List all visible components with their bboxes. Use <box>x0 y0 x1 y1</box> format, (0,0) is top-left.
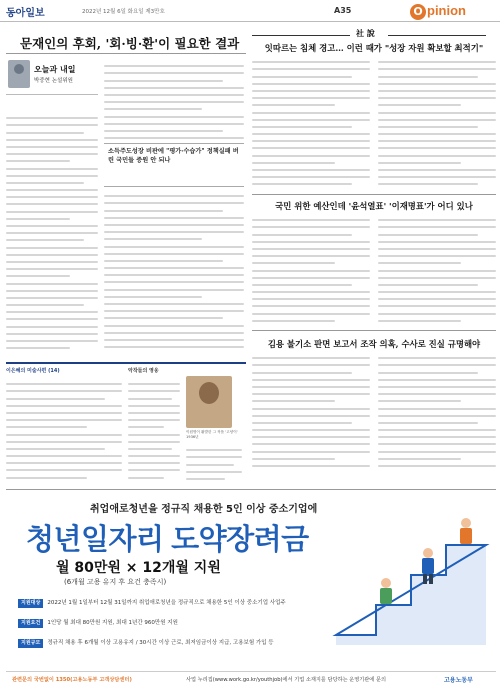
column-article <box>6 26 246 358</box>
editorial-body-2 <box>252 214 496 326</box>
author-name: 박중현 논설위원 <box>34 78 73 84</box>
article-body-column <box>6 378 122 482</box>
newspaper-logo: 동아일보 <box>6 8 45 19</box>
ad-info-row <box>18 619 338 628</box>
info-label: 지원대상 <box>18 599 43 608</box>
editorial-section <box>252 26 496 484</box>
article-body-column <box>104 60 244 142</box>
ad-subtitle: 취업애로청년을 정규직 채용한 5인 이상 중소기업에 <box>90 504 318 515</box>
image-caption: 이원명이 활발한 그 작품 '고양이' 1936년 <box>186 430 238 439</box>
divider <box>252 194 496 195</box>
info-label: 지원요건 <box>18 619 43 628</box>
stairs-illustration <box>316 495 496 645</box>
byline-box <box>6 60 98 110</box>
column-title: 오늘과 내일 <box>34 65 76 74</box>
job-subsidy-advertisement <box>6 489 496 687</box>
pull-quote <box>104 143 244 187</box>
artwork-image <box>186 376 232 428</box>
divider <box>252 330 496 331</box>
editorial-body-1 <box>252 56 496 190</box>
opinion-badge-icon: O <box>410 4 426 20</box>
article-body-column <box>378 214 496 327</box>
info-text: 정규직 채용 후 6개월 이상 고용유지 / 30시간 이상 근로, 최저임금이상 지급, 고용보험 가입 등 <box>47 640 274 646</box>
article-body-column <box>252 56 370 191</box>
column-tag: 이은혜의 미술사편 (14) <box>6 368 60 374</box>
ad-amount: 월 80만원 × 12개월 지원 <box>56 560 221 576</box>
article-body-column <box>104 190 244 356</box>
divider <box>6 53 246 54</box>
divider <box>6 489 496 490</box>
apply-info: 사업 누리집(www.work.go.kr/youthjob)에서 기업 소재지를 담당하는 운영기관에 문의 <box>186 677 386 683</box>
article-body-column <box>252 352 370 472</box>
page-number: A35 <box>334 6 352 15</box>
article-body-column <box>378 352 496 472</box>
article-headline: 문재인의 후회, '회·빙·환'이 필요한 결과 <box>20 36 240 51</box>
editorial-headline-1: 잇따르는 침체 경고… 이런 때가 "성장 자원 확보할 최적기" <box>264 43 484 53</box>
dateline: 2022년 12월 6일 화요일 제3만호 <box>82 9 165 15</box>
author-photo <box>8 60 30 88</box>
ad-amount-condition: (6개월 고용 유지 후 요건 충족시) <box>64 578 167 586</box>
info-text: 1인당 월 최대 80만원 지원, 최대 1년간 960만원 지원 <box>47 620 178 626</box>
ad-info-row <box>18 639 338 648</box>
contact-info <box>12 676 132 683</box>
ad-footer <box>6 671 496 687</box>
article-body-column <box>186 444 242 482</box>
info-text: 2022년 1월 1일부터 12월 31일까지 취업애로청년을 정규직으로 채용한 5인 이상 중소기업 사업주 <box>47 600 286 606</box>
art-column <box>6 362 246 484</box>
ad-info-row <box>18 599 338 608</box>
divider <box>6 94 98 95</box>
editorial-label: 社 說 <box>356 28 375 38</box>
ministry-logo: 고용노동부 <box>444 677 473 684</box>
info-label: 지원규모 <box>18 639 43 648</box>
section-title: pinion <box>427 3 466 18</box>
article-body-column <box>378 56 496 191</box>
column-subtitle: 악작들의 영웅 <box>128 368 159 374</box>
pull-quote-text: 소득주도성장 비판에 "평가·수습가" 정책실패 버린 국민들 증원 안 되나 <box>108 148 239 164</box>
editorial-body-3 <box>252 352 496 472</box>
divider <box>388 35 486 36</box>
editorial-headline-3: 김용 불기소 판면 보고서 조작 의혹, 수사로 진실 규명해야 <box>267 339 481 349</box>
masthead-strip <box>0 0 500 22</box>
ad-title: 청년일자리 도약장려금 <box>26 524 309 556</box>
article-body-column <box>252 214 370 327</box>
article-body-column <box>128 378 180 482</box>
contact-text: 관련문의 국번없이 1350(고용노동부 고객상담센터) <box>12 677 132 683</box>
article-body-column <box>6 112 98 356</box>
editorial-headline-2: 국민 위한 예산인데 '윤석열표' '이재명표'가 어디 있나 <box>275 201 473 211</box>
divider <box>252 35 350 36</box>
